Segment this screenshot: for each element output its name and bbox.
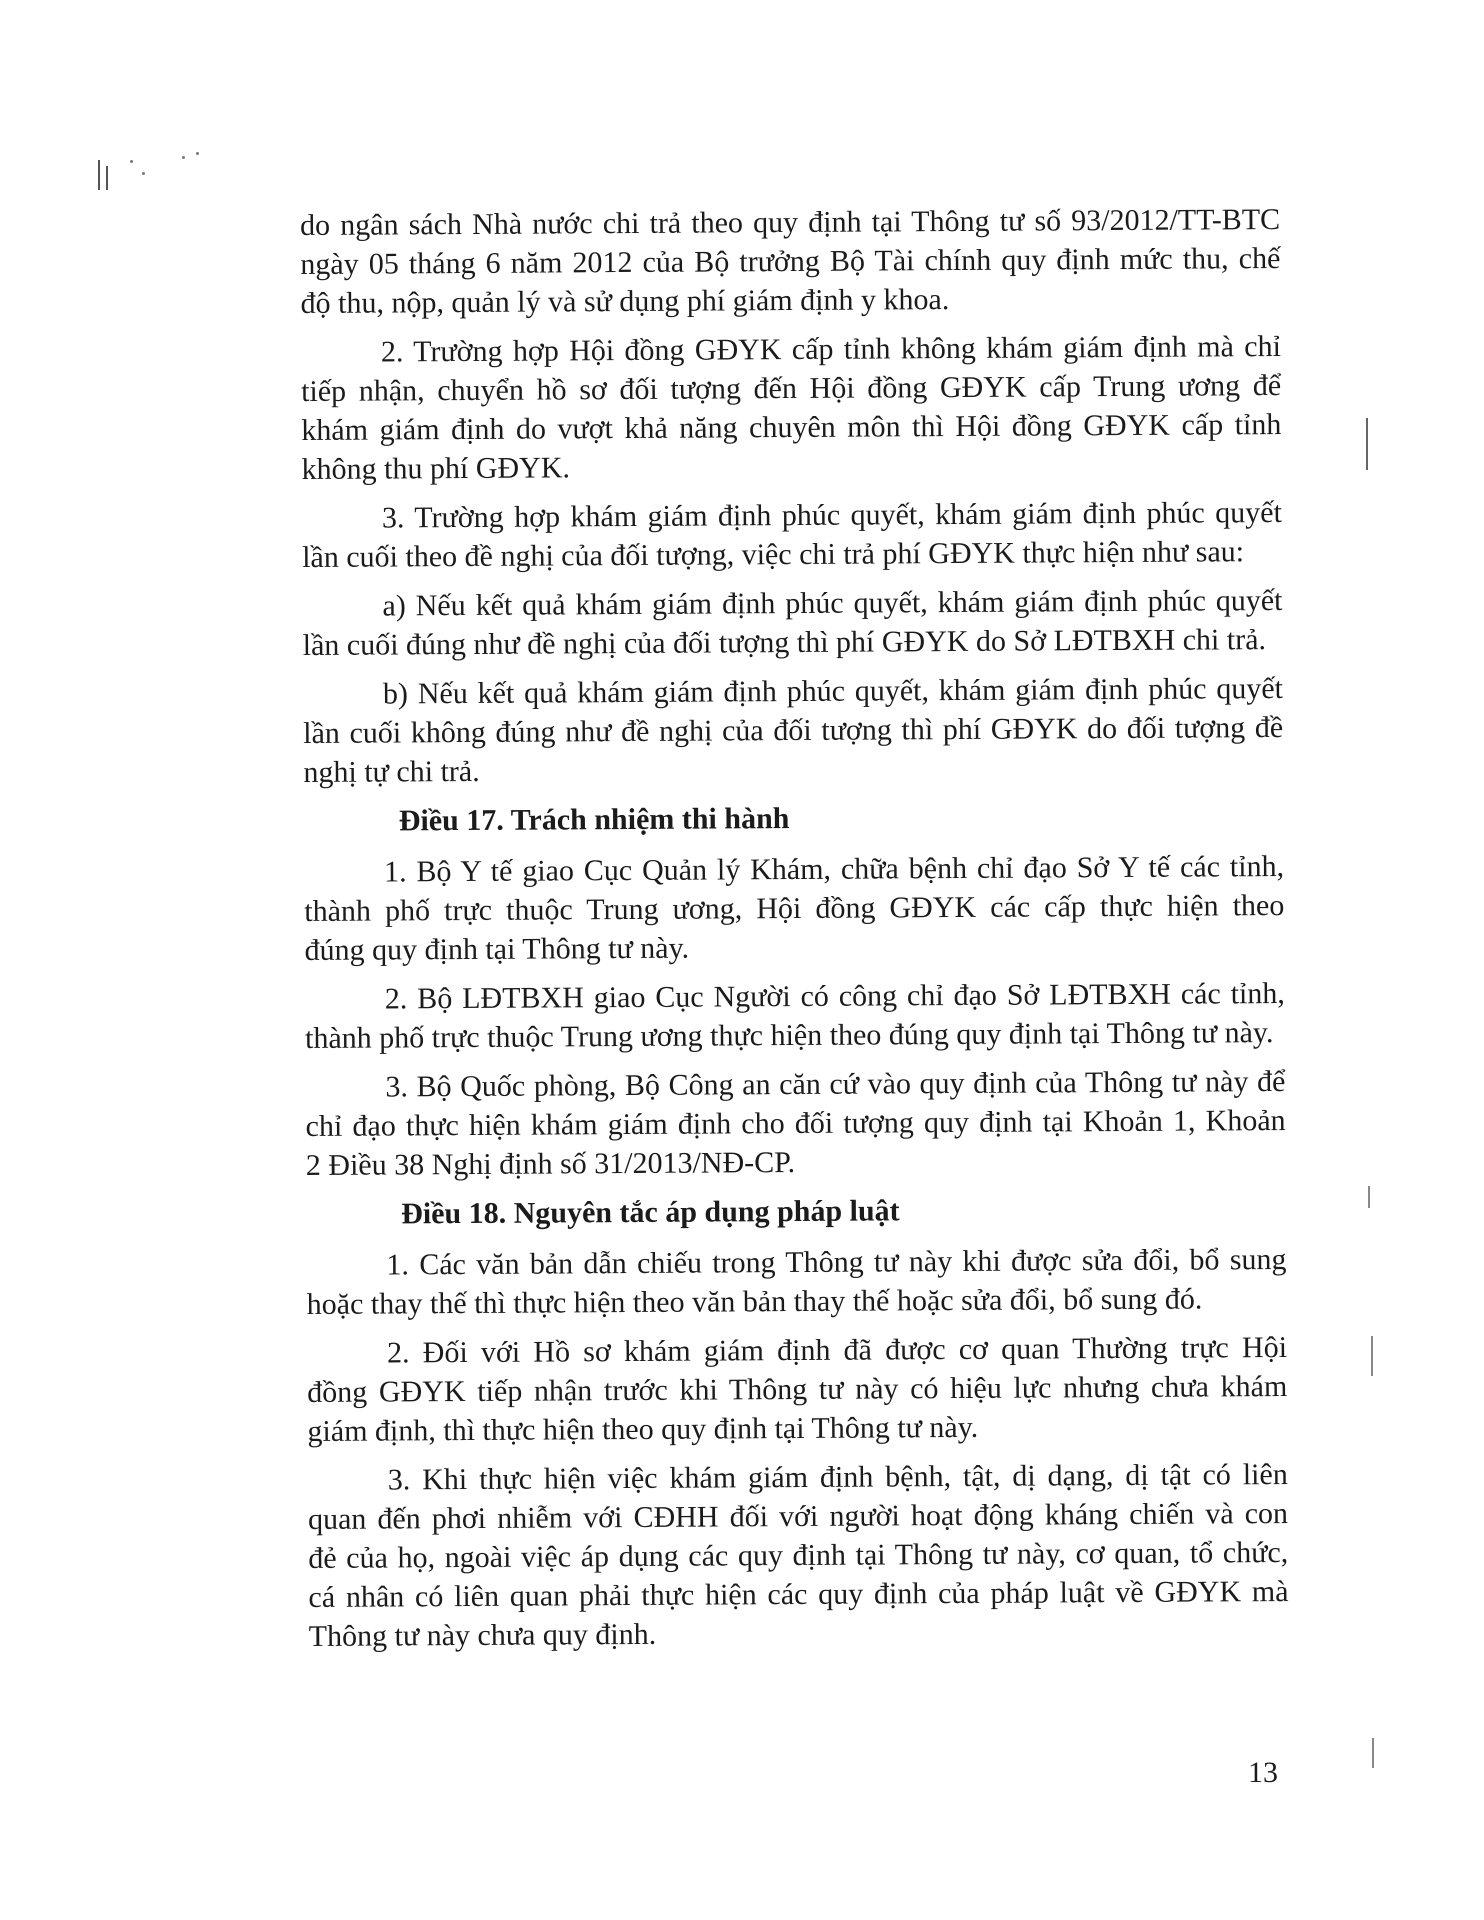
paragraph-item [306, 1240, 1286, 1324]
text-line: lần cuối đúng như đề nghị của đối tượng thì phí GĐYK do Sở LĐTBXH chi trả. [302, 623, 1267, 662]
scan-artifact [1372, 1738, 1374, 1768]
text-line: thành phố trực thuộc Trung ương, Hội đồng GĐYK các cấp thực hiện theo [304, 889, 1285, 928]
page-number: 13 [1248, 1756, 1278, 1789]
text-line: do ngân sách Nhà nước chi trả theo quy định tại Thông tư số 93/2012/TT-BTC [300, 203, 1281, 242]
text-line: 2. Bộ LĐTBXH giao Cục Người có công chỉ đạo Sở LĐTBXH các tỉnh, [384, 976, 1285, 1016]
text-line: 2 Điều 38 Nghị định số 31/2013/NĐ-CP. [305, 1145, 796, 1182]
text-line: lần cuối theo đề nghị của đối tượng, việc chi trả phí GĐYK thực hiện như sau: [302, 535, 1245, 574]
text-line: 3. Khi thực hiện việc khám giám định bệnh, tật, dị dạng, dị tật có liên [387, 1457, 1288, 1497]
article-heading [304, 796, 1284, 841]
text-line: Thông tư này chưa quy định. [308, 1617, 657, 1653]
text-line: chỉ đạo thực hiện khám giám định cho đối tượng quy định tại Khoản 1, Khoản [305, 1103, 1286, 1143]
paragraph-item [305, 1062, 1286, 1185]
text-line: khám giám định do vượt khả năng chuyên môn thì Hội đồng GĐYK cấp tỉnh [301, 408, 1282, 447]
text-line: lần cuối không đúng như đề nghị của đối tượng thì phí GĐYK do đối tượng đề [303, 711, 1284, 750]
text-line: đẻ của họ, ngoài việc áp dụng các quy định tại Thông tư này, cơ quan, tổ chức, [308, 1535, 1289, 1575]
heading-text: Điều 17. Trách nhiệm thi hành [398, 802, 790, 838]
paragraph-item [303, 669, 1284, 792]
paragraph-item [304, 847, 1285, 970]
text-line: quan đến phơi nhiễm với CĐHH đối với người hoạt động kháng chiến và con [307, 1496, 1289, 1536]
scan-artifact [182, 156, 185, 159]
text-line: 1. Các văn bản dẫn chiếu trong Thông tư này khi được sửa đổi, bổ sung [386, 1242, 1287, 1282]
scan-artifact [1366, 418, 1368, 470]
text-line: không thu phí GĐYK. [301, 451, 571, 486]
text-line: 1. Bộ Y tế giao Cục Quản lý Khám, chữa bệnh chỉ đạo Sở Y tế các tỉnh, [383, 850, 1285, 889]
article-heading [306, 1189, 1286, 1234]
text-line: thành phố trực thuộc Trung ương thực hiện theo đúng quy định tại Thông tư này. [304, 1016, 1274, 1055]
paragraph-item [301, 327, 1282, 489]
text-line: 3. Bộ Quốc phòng, Bộ Công an căn cứ vào quy định của Thông tư này để [385, 1064, 1286, 1104]
paragraph-item [307, 1328, 1288, 1451]
scan-artifact [142, 172, 145, 175]
scan-artifact [130, 160, 133, 163]
text-line: cá nhân có liên quan phải thực hiện các quy định của pháp luật về GĐYK mà [308, 1574, 1289, 1614]
paragraph-item [308, 1455, 1289, 1656]
text-line: giám định, thì thực hiện theo quy định tại Thông tư này. [307, 1410, 979, 1448]
text-line: b) Nếu kết quả khám giám định phúc quyết, khám giám định phúc quyết [382, 672, 1284, 711]
text-line: tiếp nhận, chuyển hồ sơ đối tượng đến Hội đồng GĐYK cấp Trung ương để [301, 369, 1282, 408]
scan-artifact [1368, 1186, 1370, 1208]
text-line: ngày 05 tháng 6 năm 2012 của Bộ trưởng Bộ Tài chính quy định mức thu, chế [300, 242, 1281, 281]
text-line: đúng quy định tại Thông tư này. [304, 931, 690, 967]
scan-artifact [106, 166, 108, 190]
scan-artifact [1371, 1336, 1373, 1376]
text-line: a) Nếu kết quả khám giám định phúc quyết, khám giám định phúc quyết [382, 584, 1283, 623]
paragraph-item [305, 974, 1285, 1058]
text-line: 2. Đối với Hồ sơ khám giám định đã được cơ quan Thường trực Hội [386, 1330, 1288, 1370]
heading-text: Điều 18. Nguyên tắc áp dụng pháp luật [401, 1194, 900, 1231]
scan-artifact [98, 160, 100, 190]
document-body [300, 200, 1289, 1666]
text-line: nghị tự chi trả. [303, 754, 480, 789]
text-line: 2. Trường hợp Hội đồng GĐYK cấp tỉnh không khám giám định mà chỉ [380, 330, 1281, 369]
paragraph-item [302, 581, 1282, 665]
scan-artifact [196, 152, 199, 155]
paragraph-continuation [300, 200, 1281, 323]
paragraph-item [302, 493, 1282, 577]
text-line: 3. Trường hợp khám giám định phúc quyết, khám giám định phúc quyết [381, 496, 1282, 535]
text-line: hoặc thay thế thì thực hiện theo văn bản thay thế hoặc sửa đổi, bổ sung đó. [306, 1282, 1203, 1321]
text-line: đồng GĐYK tiếp nhận trước khi Thông tư này có hiệu lực nhưng chưa khám [307, 1369, 1288, 1409]
text-line: độ thu, nộp, quản lý và sử dụng phí giám định y khoa. [300, 283, 950, 320]
